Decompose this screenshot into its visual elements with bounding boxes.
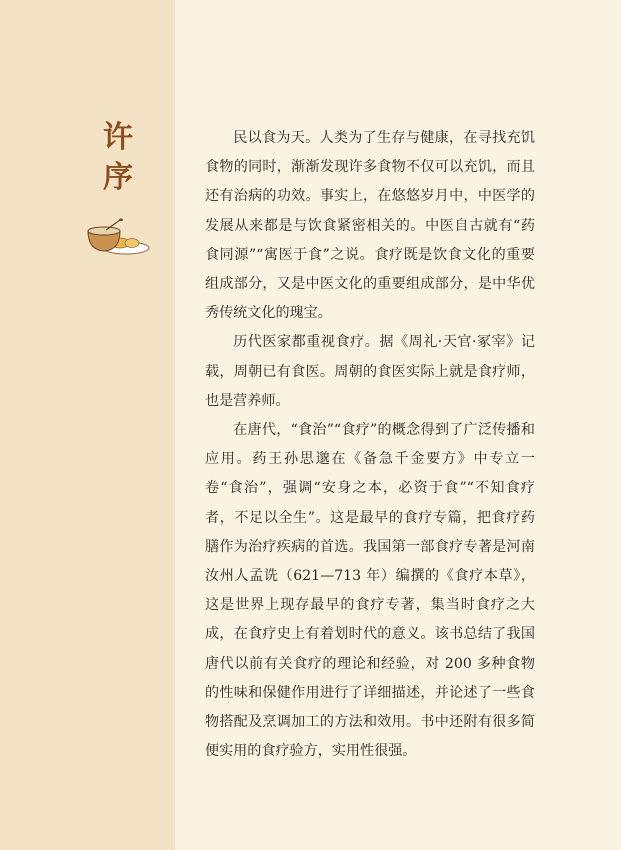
paragraph-3: 在唐代，“食治”“食疗”的概念得到了广泛传播和应用。药王孙思邈在《备急千金要方》中专立一卷“食治”，强调“安身之本，必资于食”“不知食疗者，不足以全生”。这是最早的食疗专篇，把食疗药膳作为治疗疾病的首选。我国第一部食疗专著是河南汝州人孟诜（621—713 年）编撰的《食疗本草》，这是世界上现存最早的食疗专著，集当时食疗之大成，在食疗史上有着划时代的意义。该书总结了我国唐代以前有关食疗的理论和经验，对 200 多种食物的性味和保健作用进行了详细描述，并论述了一些食物搭配及烹调加工的方法和效用。书中还附有很多简便实用的食疗验方，实用性很强。 bbox=[205, 422, 535, 760]
section-title-char-1: 许 bbox=[103, 120, 133, 155]
paragraph-2: 历代医家都重视食疗。据《周礼·天官·冢宰》记载，周朝已有食医。周朝的食医实际上就是食疗师，也是营养师。 bbox=[205, 334, 535, 409]
paragraph-1: 民以食为天。人类为了生存与健康，在寻找充饥食物的同时，渐渐发现许多食物不仅可以充饥，而且还有治病的功效。事实上，在悠悠岁月中，中医学的发展从来都是与饮食紧密相关的。中医自古就有“药食同源”“寓医于食”之说。食疗既是饮食文化的重要组成部分，又是中医文化的重要组成部分，是中华优秀传统文化的瑰宝。 bbox=[205, 130, 535, 322]
section-title-char-2: 序 bbox=[103, 160, 133, 195]
bowl-and-plate-icon bbox=[84, 218, 154, 258]
body-text bbox=[205, 124, 535, 766]
sidebar bbox=[0, 0, 175, 850]
section-title bbox=[98, 118, 138, 198]
